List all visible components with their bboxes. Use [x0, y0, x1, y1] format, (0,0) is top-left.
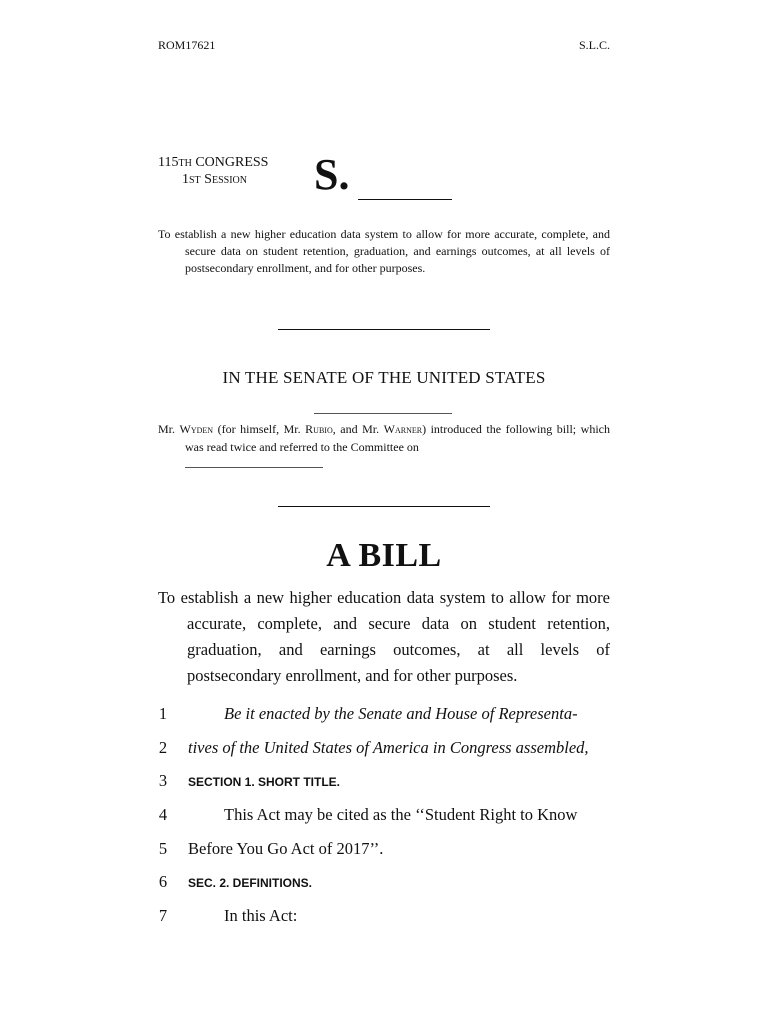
document-id: ROM17621	[158, 38, 216, 52]
slc-label: S.L.C.	[578, 38, 610, 52]
line-number: 2	[158, 738, 168, 757]
line-number: 3	[158, 771, 168, 790]
section-heading: SECTION 1. SHORT TITLE.	[188, 775, 341, 789]
chamber-heading: IN THE SENATE OF THE UNITED STATES	[222, 368, 546, 387]
divider-bottom	[278, 506, 490, 507]
intro-mid2: , and Mr.	[332, 422, 384, 436]
line-number: 6	[158, 872, 168, 891]
bill-title: A BILL	[326, 537, 442, 574]
bill-prefix: S.	[314, 150, 350, 199]
congress-number: 115	[158, 155, 179, 170]
session-suffix: ST	[189, 175, 201, 186]
section-text-line: Before You Go Act of 2017’’.	[188, 839, 384, 858]
committee-blank	[185, 467, 323, 468]
enacting-clause-line: Be it enacted by the Senate and House of Representa-	[224, 704, 578, 723]
section-text-line: In this Act:	[224, 906, 298, 925]
divider-top	[278, 329, 490, 330]
intro-rest: ) introduced the following bill; which was read twice and referred to the Committee on	[185, 422, 610, 454]
divider-thin	[314, 413, 452, 414]
congress-word: CONGRESS	[195, 155, 269, 170]
congress-suffix: TH	[178, 158, 192, 169]
section-text-line: This Act may be cited as the ‘‘Student Right to Know	[224, 805, 578, 824]
cosponsor-name-2: Warner	[383, 422, 423, 436]
enacting-clause-line: tives of the United States of America in Congress assembled,	[188, 738, 589, 757]
intro-mid1: (for himself, Mr.	[213, 422, 306, 436]
introduction-text	[158, 420, 610, 456]
section-heading: SEC. 2. DEFINITIONS.	[188, 876, 313, 890]
purpose-full: To establish a new higher education data system to allow for more accurate, complete, and secure data on student retention, graduation, and earnings outcomes, at all levels of postsecondary enrollment, and for other purposes.	[158, 588, 610, 685]
congress-label	[158, 155, 268, 171]
line-number: 1	[158, 704, 168, 723]
line-number: 5	[158, 839, 168, 858]
session-word: Session	[204, 172, 247, 187]
purpose-summary: To establish a new higher education data system to allow for more accurate, complete, and secure data on student retention, graduation, and earnings outcomes, at all levels of postsecondary enrollment, and for other purposes.	[158, 227, 610, 275]
intro-mr: Mr.	[158, 422, 180, 436]
sponsor-name: Wyden	[179, 422, 214, 436]
session-label	[182, 172, 247, 188]
line-number: 4	[158, 805, 168, 824]
cosponsor-name-1: Rubio	[305, 422, 333, 436]
bill-number-blank	[358, 199, 452, 200]
session-number: 1	[182, 172, 189, 187]
line-number: 7	[158, 906, 168, 925]
